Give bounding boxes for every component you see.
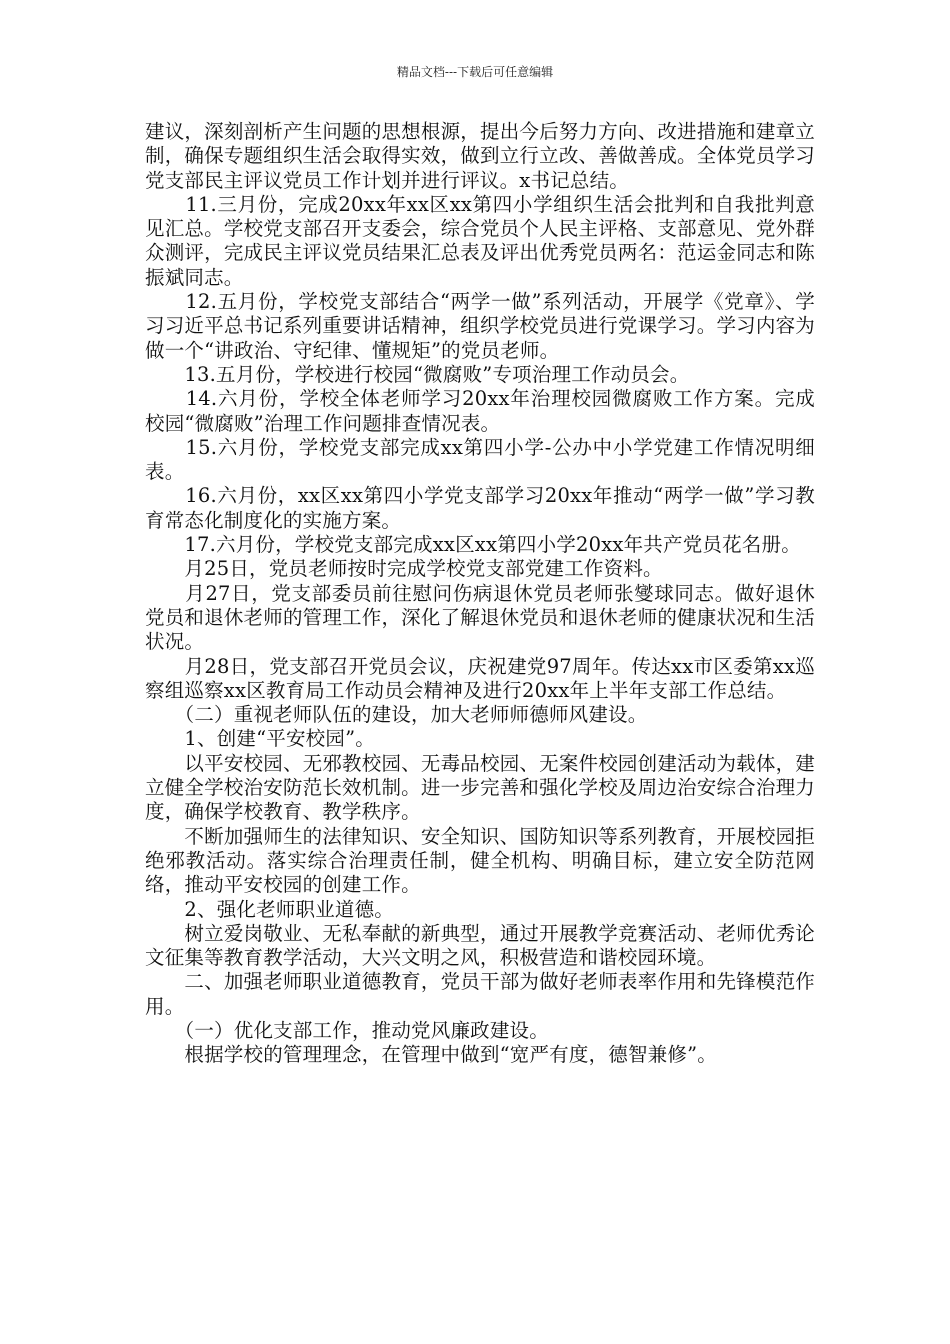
subsection-heading: 1、创建“平安校园”。: [145, 727, 375, 751]
document-body: [145, 120, 815, 1068]
section-heading: 二、加强老师职业道德教育，党员干部为做好老师表率作用和先锋模范作用。: [145, 970, 815, 1018]
paragraph: 12.五月份，学校党支部结合“两学一做”系列活动，开展学《党章》、学习习近平总书记系列重要讲话精神，组织学校党员进行党课学习。学习内容为做一个“讲政治、守纪律、懂规矩”的党员老师。: [145, 290, 815, 362]
paragraph: 根据学校的管理理念，在管理中做到“宽严有度，德智兼修”。: [145, 1043, 717, 1067]
paragraph: 树立爱岗敬业、无私奉献的新典型，通过开展教学竞赛活动、老师优秀论文征集等教育教学活动，大兴文明之风，积极营造和谐校园环境。: [145, 921, 815, 970]
page-header: 精品文档---下载后可任意编辑: [396, 65, 554, 79]
paragraph: 13.五月份，学校进行校园“微腐败”专项治理工作动员会。: [145, 362, 690, 386]
paragraph: 17.六月份，学校党支部完成xx区xx第四小学20xx年共产党员花名册。: [145, 533, 801, 557]
paragraph: 月27日，党支部委员前往慰问伤病退休党员老师张燮球同志。做好退休党员和退休老师的管理工作，深化了解退休党员和退休老师的健康状况和生活状况。: [145, 581, 815, 654]
paragraph: 月25日，党员老师按时完成学校党支部党建工作资料。: [145, 557, 663, 581]
paragraph: 14.六月份，学校全体老师学习20xx年治理校园微腐败工作方案。完成校园“微腐败”治理工作问题排查情况表。: [145, 387, 815, 435]
subsection-heading: 2、强化老师职业道德。: [145, 897, 395, 921]
paragraph: 16.六月份，xx区xx第四小学党支部学习20xx年推动“两学一做”学习教育常态化制度化的实施方案。: [145, 484, 815, 532]
paragraph: 月28日，党支部召开党员会议，庆祝建党97周年。传达xx市区委第xx巡察组巡察xx区教育局工作动员会精神及进行20xx年上半年支部工作总结。: [145, 654, 815, 702]
section-heading: （一）优化支部工作，推动党风廉政建设。: [145, 1018, 549, 1042]
paragraph: 11.三月份，完成20xx年xx区xx第四小学组织生活会批判和自我批判意见汇总。学校党支部召开支委会，综合党员个人民主评格、支部意见、党外群众测评，完成民主评议党员结果汇总表及评出优秀党员两名：范运金同志和陈振斌同志。: [145, 192, 815, 289]
paragraph: 建议，深刻剖析产生问题的思想根源，提出今后努力方向、改进措施和建章立制，确保专题组织生活会取得实效，做到立行立改、善做善成。全体党员学习党支部民主评议党员工作计划并进行评议。x书记总结。: [145, 120, 815, 192]
paragraph: 不断加强师生的法律知识、安全知识、国防知识等系列教育，开展校园拒绝邪教活动。落实综合治理责任制，健全机构、明确目标，建立安全防范网络，推动平安校园的创建工作。: [145, 824, 815, 897]
paragraph: 以平安校园、无邪教校园、无毒品校园、无案件校园创建活动为载体，建立健全学校治安防范长效机制。进一步完善和强化学校及周边治安综合治理力度，确保学校教育、教学秩序。: [145, 751, 815, 824]
paragraph: 15.六月份，学校党支部完成xx第四小学-公办中小学党建工作情况明细表。: [145, 435, 815, 484]
section-heading: （二）重视老师队伍的建设，加大老师师德师风建设。: [145, 703, 648, 727]
